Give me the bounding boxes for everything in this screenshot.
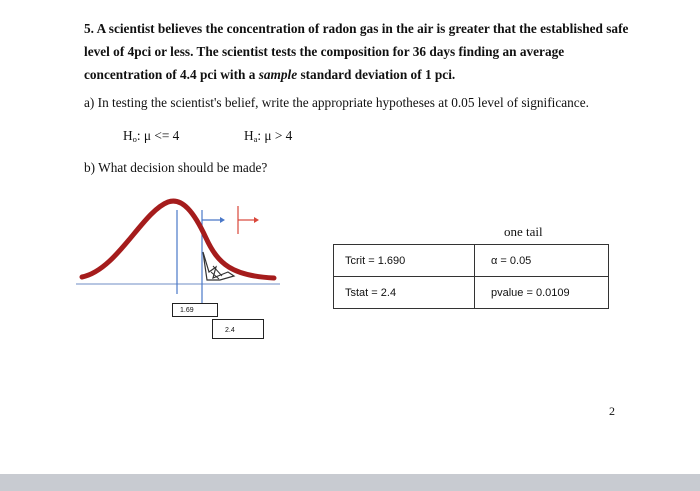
crit-value-label: 1.69	[180, 307, 194, 314]
question-number: 5.	[84, 21, 94, 36]
stat-value-label-box	[212, 319, 264, 339]
table-cell: Tstat = 2.4	[334, 277, 475, 309]
crit-value-label-box	[172, 303, 218, 317]
question-body: A scientist believes the concentration of radon gas in the air is greater that the established safe level of 4pci or less. The scientist tests the composition for 36 days finding an average concentration of 4.4 pci with a	[84, 21, 629, 82]
stat-value-label: 2.4	[225, 327, 235, 334]
alt-hyp-symbol: H	[244, 128, 254, 143]
alternative-hypothesis	[244, 128, 292, 144]
tail-arrowhead	[254, 217, 259, 223]
results-table	[333, 244, 609, 309]
question-text	[84, 17, 644, 86]
question-italic-word: sample	[258, 67, 298, 82]
bottom-scroll-bar	[0, 474, 700, 491]
part-b-prompt: b) What decision should be made?	[84, 160, 268, 175]
part-a-prompt: a) In testing the scientist's belief, write the appropriate hypotheses at 0.05 level of significance.	[84, 95, 589, 110]
table-cell: α = 0.05	[475, 245, 609, 277]
null-hypothesis	[123, 128, 179, 144]
table-row	[334, 245, 609, 277]
bell-curve	[82, 201, 274, 278]
null-hyp-subscript: o	[132, 134, 137, 144]
alt-hyp-statement: : μ > 4	[257, 128, 293, 143]
table-heading: one tail	[504, 224, 543, 239]
alt-hyp-subscript: a	[253, 134, 258, 144]
null-hyp-symbol: H	[123, 128, 133, 143]
table-cell: Tcrit = 1.690	[334, 245, 475, 277]
table-cell: pvalue = 0.0109	[475, 277, 609, 309]
page-number: 2	[609, 404, 615, 418]
crit-region-arrowhead	[220, 217, 225, 223]
table-row	[334, 277, 609, 309]
question-body-end: standard deviation of 1 pci.	[300, 67, 456, 82]
null-hyp-statement: : μ <= 4	[136, 128, 180, 143]
